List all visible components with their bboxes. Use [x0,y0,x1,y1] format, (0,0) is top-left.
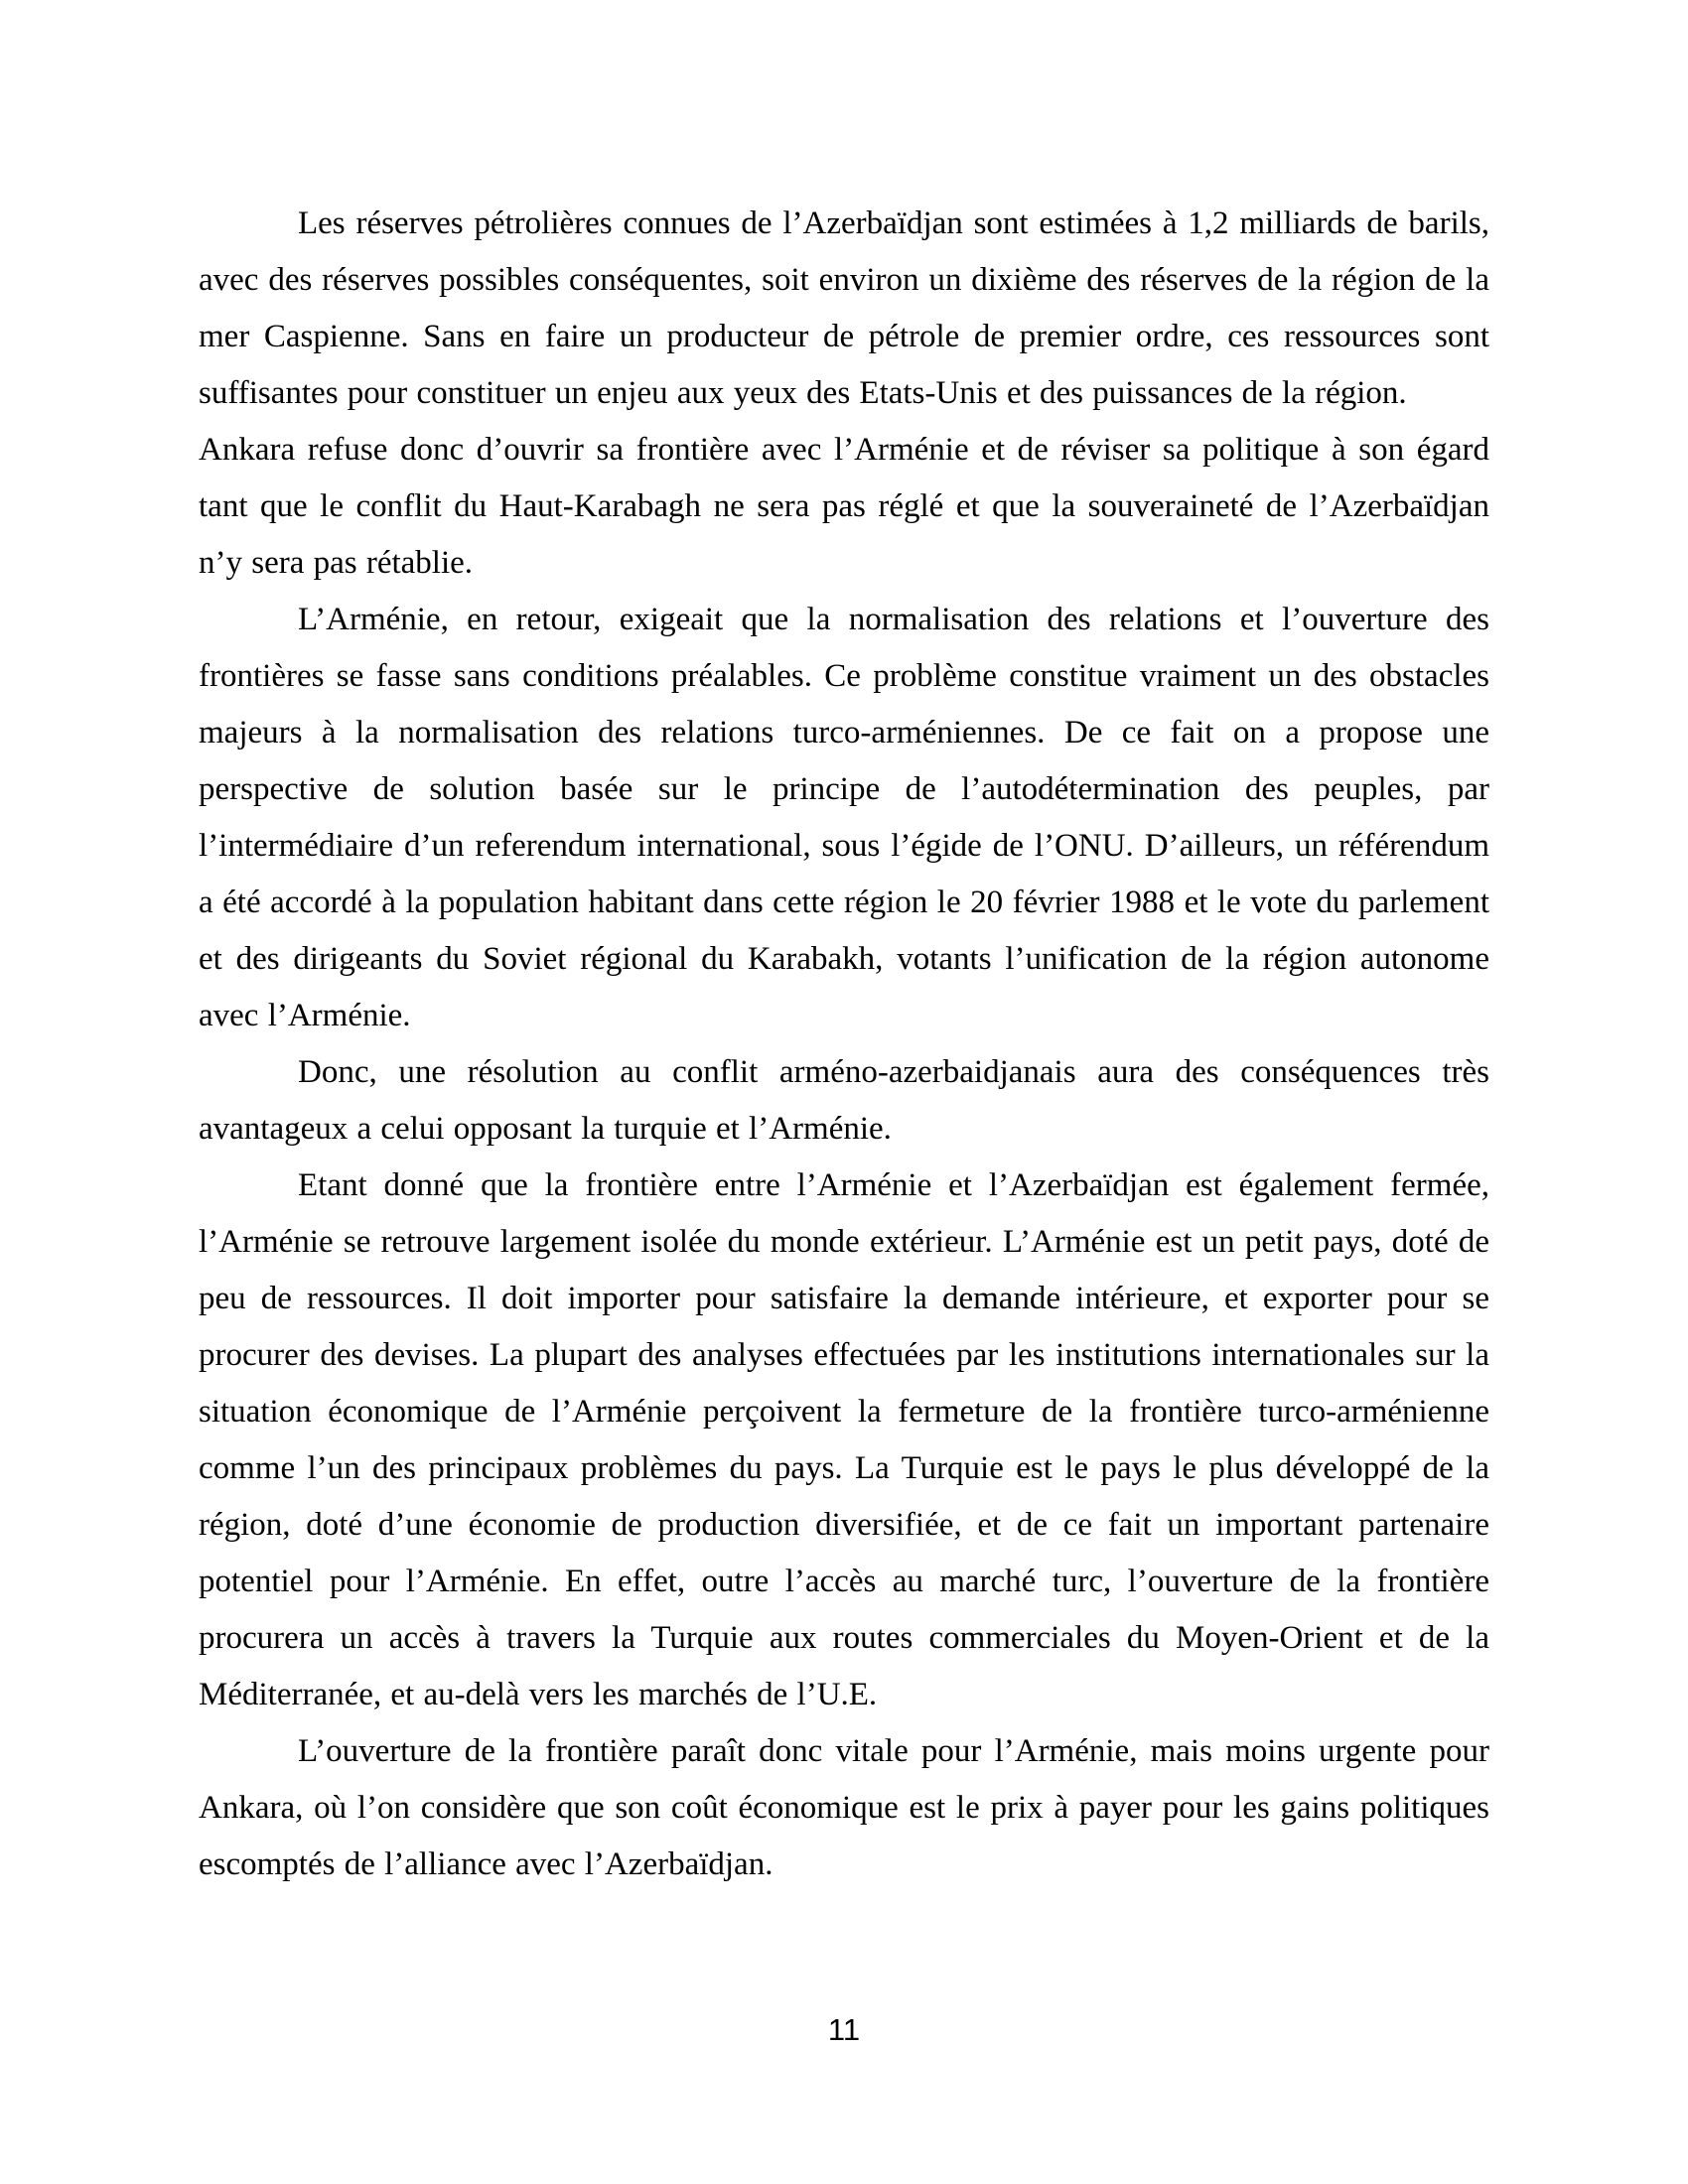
document-body [199,196,1489,1893]
paragraph-oil-reserves: Les réserves pétrolières connues de l’Azerbaïdjan sont estimées à 1,2 milliards de barils, avec des réserves possibles conséquentes, soit environ un dixième des réserves de la région de la mer Caspienne. Sans en faire un producteur de pétrole de premier ordre, ces ressources sont suffisantes pour constituer un enjeu aux yeux des Etats-Unis et des puissances de la région. [199,205,1489,411]
paragraph-conflict-resolution: Donc, une résolution au conflit arméno-azerbaidjanais aura des conséquences très avantageux a celui opposant la turquie et l’Arménie. [199,1054,1489,1147]
paragraph-ankara-refusal: Ankara refuse donc d’ouvrir sa frontière avec l’Arménie et de réviser sa politique à son égard tant que le conflit du Haut-Karabagh ne sera pas réglé et que la souveraineté de l’Azerbaïdjan n’y sera pas rétablie. [199,432,1489,581]
page-number: 11 [827,2012,861,2047]
paragraph-closed-border-economy: Etant donné que la frontière entre l’Arménie et l’Azerbaïdjan est également fermée, l’Arménie se retrouve largement isolée du monde extérieur. L’Arménie est un petit pays, doté de peu de ressources. Il doit importer pour satisfaire la demande intérieure, et exporter pour se procurer des devises. La plupart des analyses effectuées par les institutions internationales sur la situation économique de l’Arménie perçoivent la fermeture de la frontière turco-arménienne comme l’un des principaux problèmes du pays. La Turquie est le pays le plus développé de la région, doté d’une économie de production diversifiée, et de ce fait un important partenaire potentiel pour l’Arménie. En effet, outre l’accès au marché turc, l’ouverture de la frontière procurera un accès à travers la Turquie aux routes commerciales du Moyen-Orient et de la Méditerranée, et au-delà vers les marchés de l’U.E. [199,1167,1489,1712]
paragraph-border-opening-conclusion: L’ouverture de la frontière paraît donc vitale pour l’Arménie, mais moins urgente pour Ankara, où l’on considère que son coût économique est le prix à payer pour les gains politiques escomptés de l’alliance avec l’Azerbaïdjan. [199,1733,1489,1882]
paragraph-armenia-demands: L’Arménie, en retour, exigeait que la normalisation des relations et l’ouverture des frontières se fasse sans conditions préalables. Ce problème constitue vraiment un des obstacles majeurs à la normalisation des relations turco-arméniennes. De ce fait on a propose une perspective de solution basée sur le principe de l’autodétermination des peuples, par l’intermédiaire d’un referendum international, sous l’égide de l’ONU. D’ailleurs, un référendum a été accordé à la population habitant dans cette région le 20 février 1988 et le vote du parlement et des dirigeants du Soviet régional du Karabakh, votants l’unification de la région autonome avec l’Arménie. [199,602,1489,1033]
